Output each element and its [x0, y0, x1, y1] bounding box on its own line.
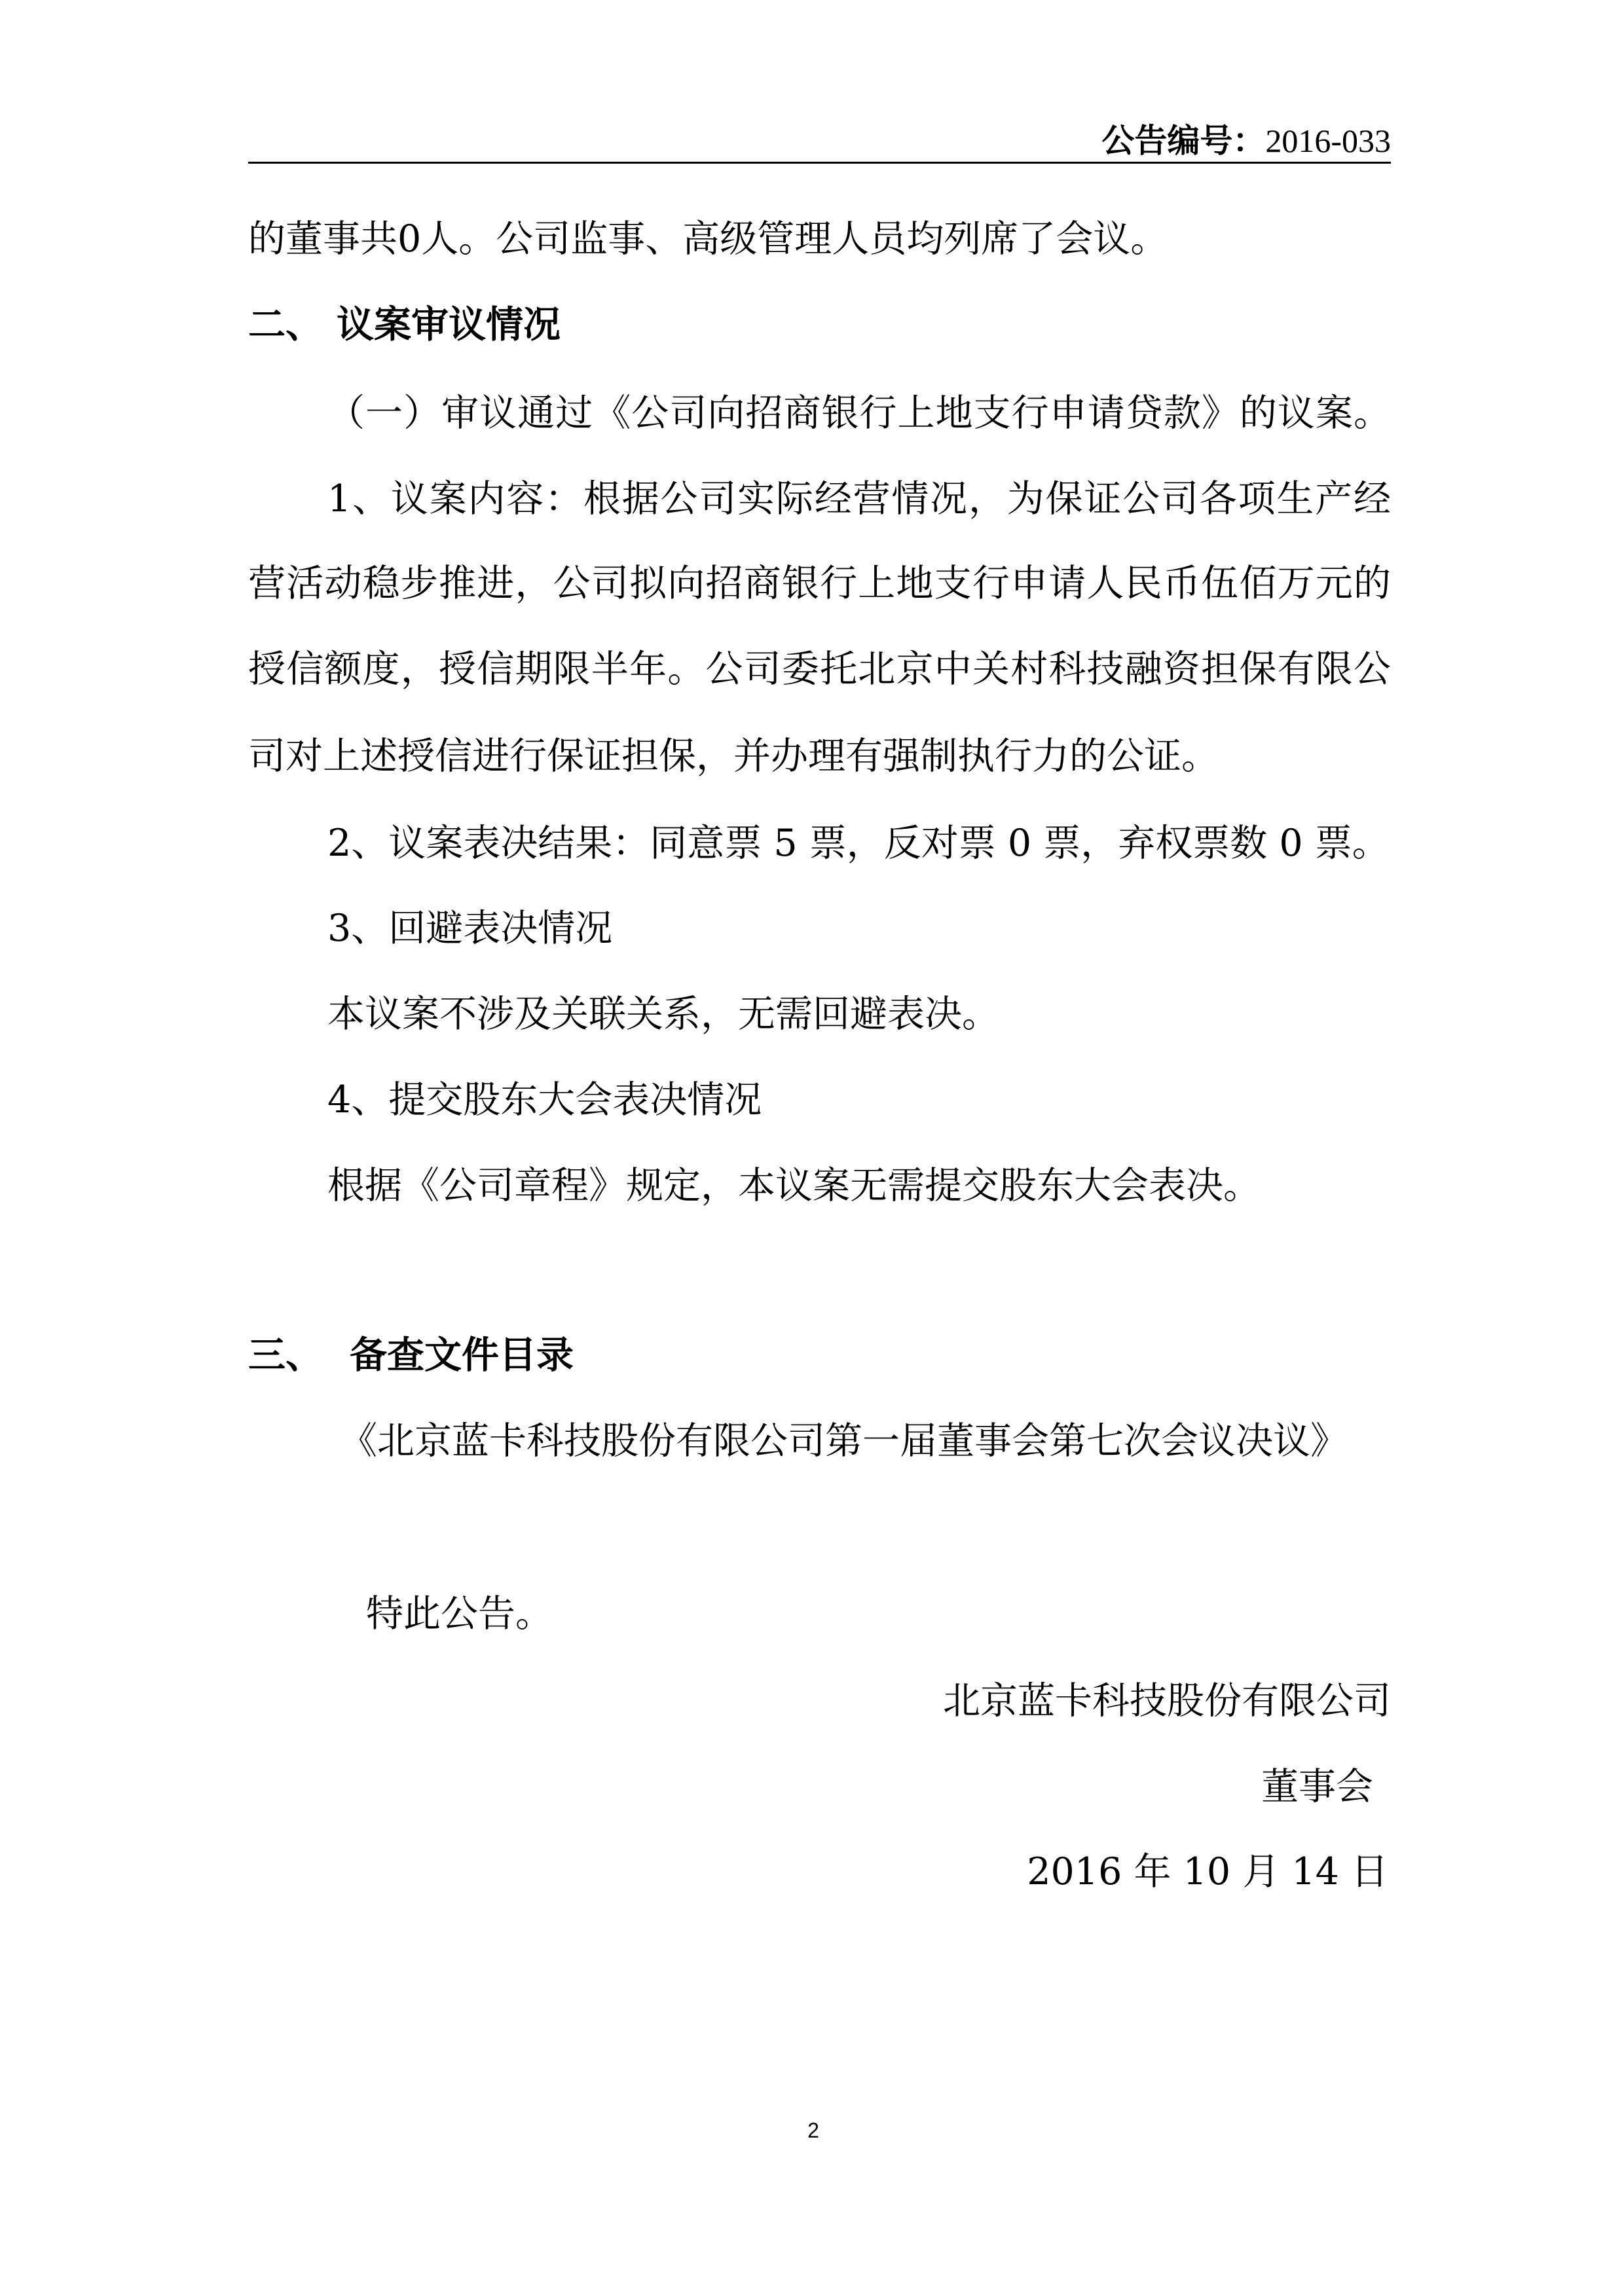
- signature-date: 2016 年 10 月 14 日: [1027, 1850, 1388, 1893]
- avoid-vote-title: 3、回避表决情况: [327, 907, 613, 950]
- content-line: 司对上述授信进行保证担保，并办理有强制执行力的公证。: [248, 735, 1219, 778]
- announcement-number-label: 公告编号：: [1101, 122, 1266, 160]
- content-line: 授信额度，授信期限半年。公司委托北京中关村科技融资担保有限公: [248, 647, 1391, 691]
- closing-text: 特此公告。: [366, 1592, 553, 1635]
- section3-number: 三、: [248, 1334, 323, 1377]
- shareholder-vote-text: 根据《公司章程》规定，本议案无需提交股东大会表决。: [327, 1164, 1261, 1207]
- announcement-number-value: 2016-033: [1265, 122, 1391, 159]
- content-line: 1、议案内容：根据公司实际经营情况，为保证公司各项生产经: [327, 477, 1391, 520]
- item1-title: （一）审议通过《公司向招商银行上地支行申请贷款》的议案。: [327, 392, 1391, 435]
- section3-heading: 备查文件目录: [350, 1334, 574, 1377]
- reference-document: 《北京蓝卡科技股份有限公司第一届董事会第七次会议决议》: [340, 1419, 1348, 1463]
- content-line: 营活动稳步推进，公司拟向招商银行上地支行申请人民币伍佰万元的: [248, 562, 1391, 605]
- shareholder-vote-title: 4、提交股东大会表决情况: [327, 1078, 762, 1121]
- page-number: 2: [807, 2119, 819, 2142]
- header-rule: [248, 162, 1391, 164]
- vote-result: 2、议案表决结果：同意票 5 票，反对票 0 票，弃权票数 0 票。: [327, 822, 1390, 865]
- continuation-text: 的董事共0人。公司监事、高级管理人员均列席了会议。: [248, 217, 1168, 261]
- signature-company: 北京蓝卡科技股份有限公司: [943, 1679, 1391, 1722]
- section2-number: 二、: [248, 303, 323, 346]
- signature-board: 董事会: [1261, 1765, 1373, 1808]
- section2-heading: 议案审议情况: [337, 303, 561, 346]
- avoid-vote-text: 本议案不涉及关联关系，无需回避表决。: [327, 993, 999, 1036]
- announcement-number: [1101, 120, 1391, 162]
